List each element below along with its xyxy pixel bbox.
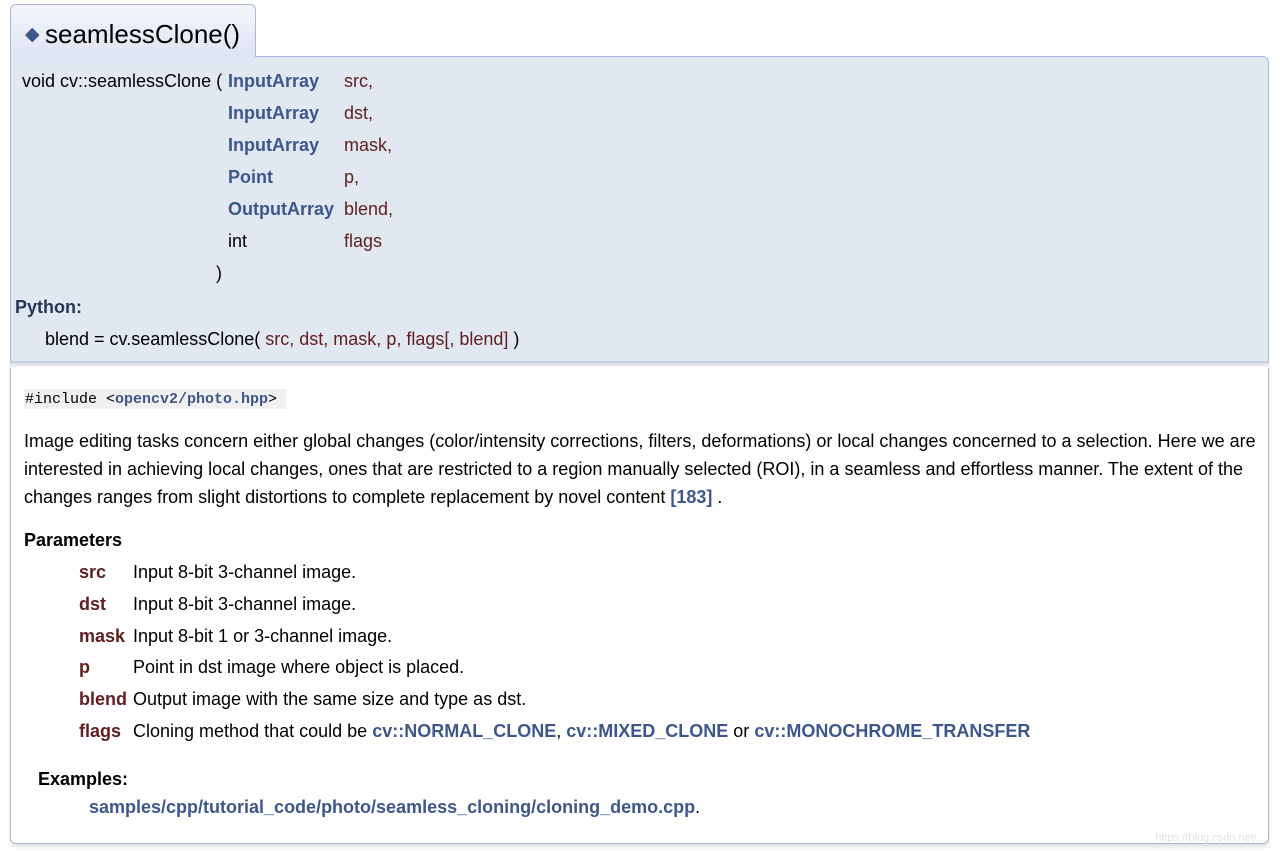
include-file-link[interactable]: opencv2/photo.hpp <box>115 391 269 408</box>
flags-sep-or: or <box>733 721 750 741</box>
param-type-blend[interactable]: OutputArray <box>228 199 335 219</box>
function-title-tab <box>10 4 256 57</box>
python-signature <box>45 328 519 350</box>
examples-line <box>89 796 700 818</box>
function-title: seamlessClone() <box>45 19 241 49</box>
description-paragraph <box>24 427 1260 511</box>
diamond-bullet-icon: ◆ <box>25 24 40 45</box>
param-name-blend: blend, <box>344 199 394 219</box>
prototype-box <box>10 56 1269 362</box>
param-name-src: src, <box>344 71 373 91</box>
param-doc-desc-mask: Input 8-bit 1 or 3-channel image. <box>133 626 393 646</box>
flags-sep-comma: , <box>556 721 562 741</box>
citation-link[interactable]: [183] <box>670 487 713 507</box>
monochrome-transfer-link[interactable]: cv::MONOCHROME_TRANSFER <box>754 721 1031 741</box>
watermark: https://blog.csdn.net/... <box>1155 832 1266 844</box>
python-label: Python: <box>15 297 82 317</box>
mixed-clone-link[interactable]: cv::MIXED_CLONE <box>566 721 729 741</box>
include-suffix: > <box>268 391 278 408</box>
param-doc-desc-dst: Input 8-bit 3-channel image. <box>133 594 357 614</box>
param-name-mask: mask, <box>344 135 393 155</box>
param-doc-name-flags: flags <box>79 721 122 741</box>
param-doc-name-p: p <box>79 657 90 677</box>
param-doc-desc-blend: Output image with the same size and type as dst. <box>133 689 527 709</box>
param-type-src[interactable]: InputArray <box>228 71 320 91</box>
param-doc-desc-p: Point in dst image where object is placed. <box>133 657 465 677</box>
param-doc-desc-flags <box>133 720 1030 742</box>
param-type-dst[interactable]: InputArray <box>228 103 320 123</box>
prototype-close-paren: ) <box>216 263 222 283</box>
doc-divider <box>10 362 1269 368</box>
description-text: Image editing tasks concern either global changes (color/intensity corrections, filters, deformations) or local changes concerned to a selection. Here we are interested in achieving local changes, ones that are restricted to a region manually selected (ROI), in a seamless and effortless manner. The extent of the changes ranges from slight distortions to complete replacement by novel content <box>24 431 1256 507</box>
param-doc-name-mask: mask <box>79 626 126 646</box>
python-args: src, dst, mask, p, flags[, blend] <box>265 329 509 349</box>
examples-end: . <box>695 797 701 817</box>
param-type-p[interactable]: Point <box>228 167 273 187</box>
param-type-flags: int <box>228 231 248 251</box>
param-doc-name-blend: blend <box>79 689 127 709</box>
param-name-flags: flags <box>344 231 383 251</box>
param-type-mask[interactable]: InputArray <box>228 135 320 155</box>
description-end: . <box>717 487 723 507</box>
include-prefix: #include < <box>25 391 116 408</box>
python-lhs: blend = cv.seamlessClone( <box>45 329 261 349</box>
cloning-demo-link[interactable]: samples/cpp/tutorial_code/photo/seamless_cloning/cloning_demo.cpp <box>89 797 696 817</box>
include-line <box>25 389 277 411</box>
examples-heading: Examples: <box>38 769 129 789</box>
flags-desc-text: Cloning method that could be <box>133 721 368 741</box>
parameters-heading: Parameters <box>24 530 123 550</box>
param-name-dst: dst, <box>344 103 374 123</box>
param-doc-name-src: src <box>79 562 107 582</box>
param-doc-name-dst: dst <box>79 594 106 614</box>
python-close: ) <box>513 329 520 349</box>
param-name-p: p, <box>344 167 360 187</box>
param-doc-desc-src: Input 8-bit 3-channel image. <box>133 562 357 582</box>
prototype-prefix: void cv::seamlessClone ( <box>22 71 223 91</box>
normal-clone-link[interactable]: cv::NORMAL_CLONE <box>372 721 557 741</box>
